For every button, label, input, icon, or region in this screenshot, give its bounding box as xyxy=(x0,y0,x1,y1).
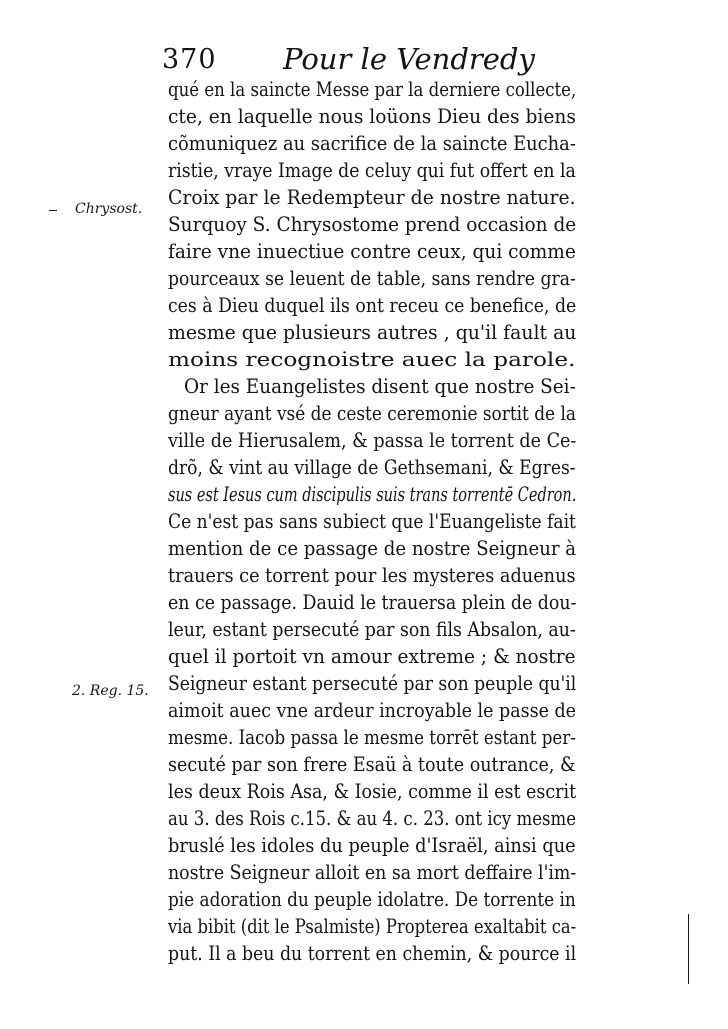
text-line: ces à Dieu duquel ils ont receu ce benefice, de xyxy=(168,293,577,317)
text-line: mention de ce passage de nostre Seigneur à xyxy=(168,536,577,560)
left-edge-mark xyxy=(49,210,57,211)
text-line: put. Il a beu du torrent en chemin, & pource il xyxy=(168,941,577,965)
text-line: pie adoration du peuple idolatre. De torrente in xyxy=(168,887,576,911)
text-line: Seigneur estant persecuté par son peuple qu'il xyxy=(168,671,577,695)
text-line: drõ, & vint au village de Gethsemani, & Egres- xyxy=(168,455,576,479)
text-line: aimoit auec vne ardeur incroyable le passe de xyxy=(168,698,577,722)
text-line: ristie, vraye Image de celuy qui fut offert en la xyxy=(168,158,576,182)
text-line: en ce passage. Dauid le trauersa plein de dou- xyxy=(168,590,577,614)
margin-note-reg: 2. Reg. 15. xyxy=(72,683,149,699)
text-line: leur, estant persecuté par son fils Absalon, au- xyxy=(168,617,576,641)
page-number: 370 xyxy=(162,44,217,75)
text-line: mesme. Iacob passa le mesme torrēt estant per- xyxy=(168,725,576,749)
text-line: mesme que plusieurs autres , qu'il fault au xyxy=(168,320,577,344)
right-edge-line xyxy=(688,914,689,984)
text-line: ville de Hierusalem, & passa le torrent de Ce- xyxy=(168,428,577,452)
text-line: Ce n'est pas sans subiect que l'Euangeliste fait xyxy=(168,509,576,533)
text-line: quel il portoit vn amour extreme ; & nostre xyxy=(168,644,576,668)
text-line: les deux Rois Asa, & Iosie, comme il est escrit xyxy=(168,779,577,803)
text-line: trauers ce torrent pour les mysteres aduenus xyxy=(168,563,576,587)
text-line: faire vne inuectiue contre ceux, qui comme xyxy=(168,239,576,263)
text-line: secuté par son frere Esaü à toute outrance, & xyxy=(168,752,576,776)
text-line: via bibit (dit le Psalmiste) Propterea exaltabit ca- xyxy=(168,914,577,938)
text-line: Surquoy S. Chrysostome prend occasion de xyxy=(168,212,577,236)
text-line: Croix par le Redempteur de nostre nature. xyxy=(168,185,576,209)
text-line: au 3. des Rois c.15. & au 4. c. 23. ont icy mesme xyxy=(168,806,576,830)
text-line: pourceaux se leuent de table, sans rendre gra- xyxy=(168,266,576,290)
text-line: Or les Euangelistes disent que nostre Sei- xyxy=(184,374,576,398)
text-line: cte, en laquelle nous loüons Dieu des biens xyxy=(168,104,576,128)
text-line: nostre Seigneur alloit en sa mort deffaire l'im- xyxy=(168,860,577,884)
running-title: Pour le Vendredy xyxy=(283,42,535,76)
text-line: bruslé les idoles du peuple d'Israël, ainsi que xyxy=(168,833,576,857)
text-line-latin: sus est Iesus cum discipulis suis trans torrentē Cedron. xyxy=(168,482,577,506)
text-line: cõmuniquez au sacrifice de la saincte Eucha- xyxy=(168,131,576,155)
text-line: moins recognoistre auec la parole. xyxy=(168,347,576,371)
margin-note-chrysostom: Chrysost. xyxy=(75,201,143,217)
text-line: gneur ayant vsé de ceste ceremonie sortit de la xyxy=(168,401,576,425)
text-line: qué en la saincte Messe par la derniere collecte, xyxy=(168,77,577,101)
